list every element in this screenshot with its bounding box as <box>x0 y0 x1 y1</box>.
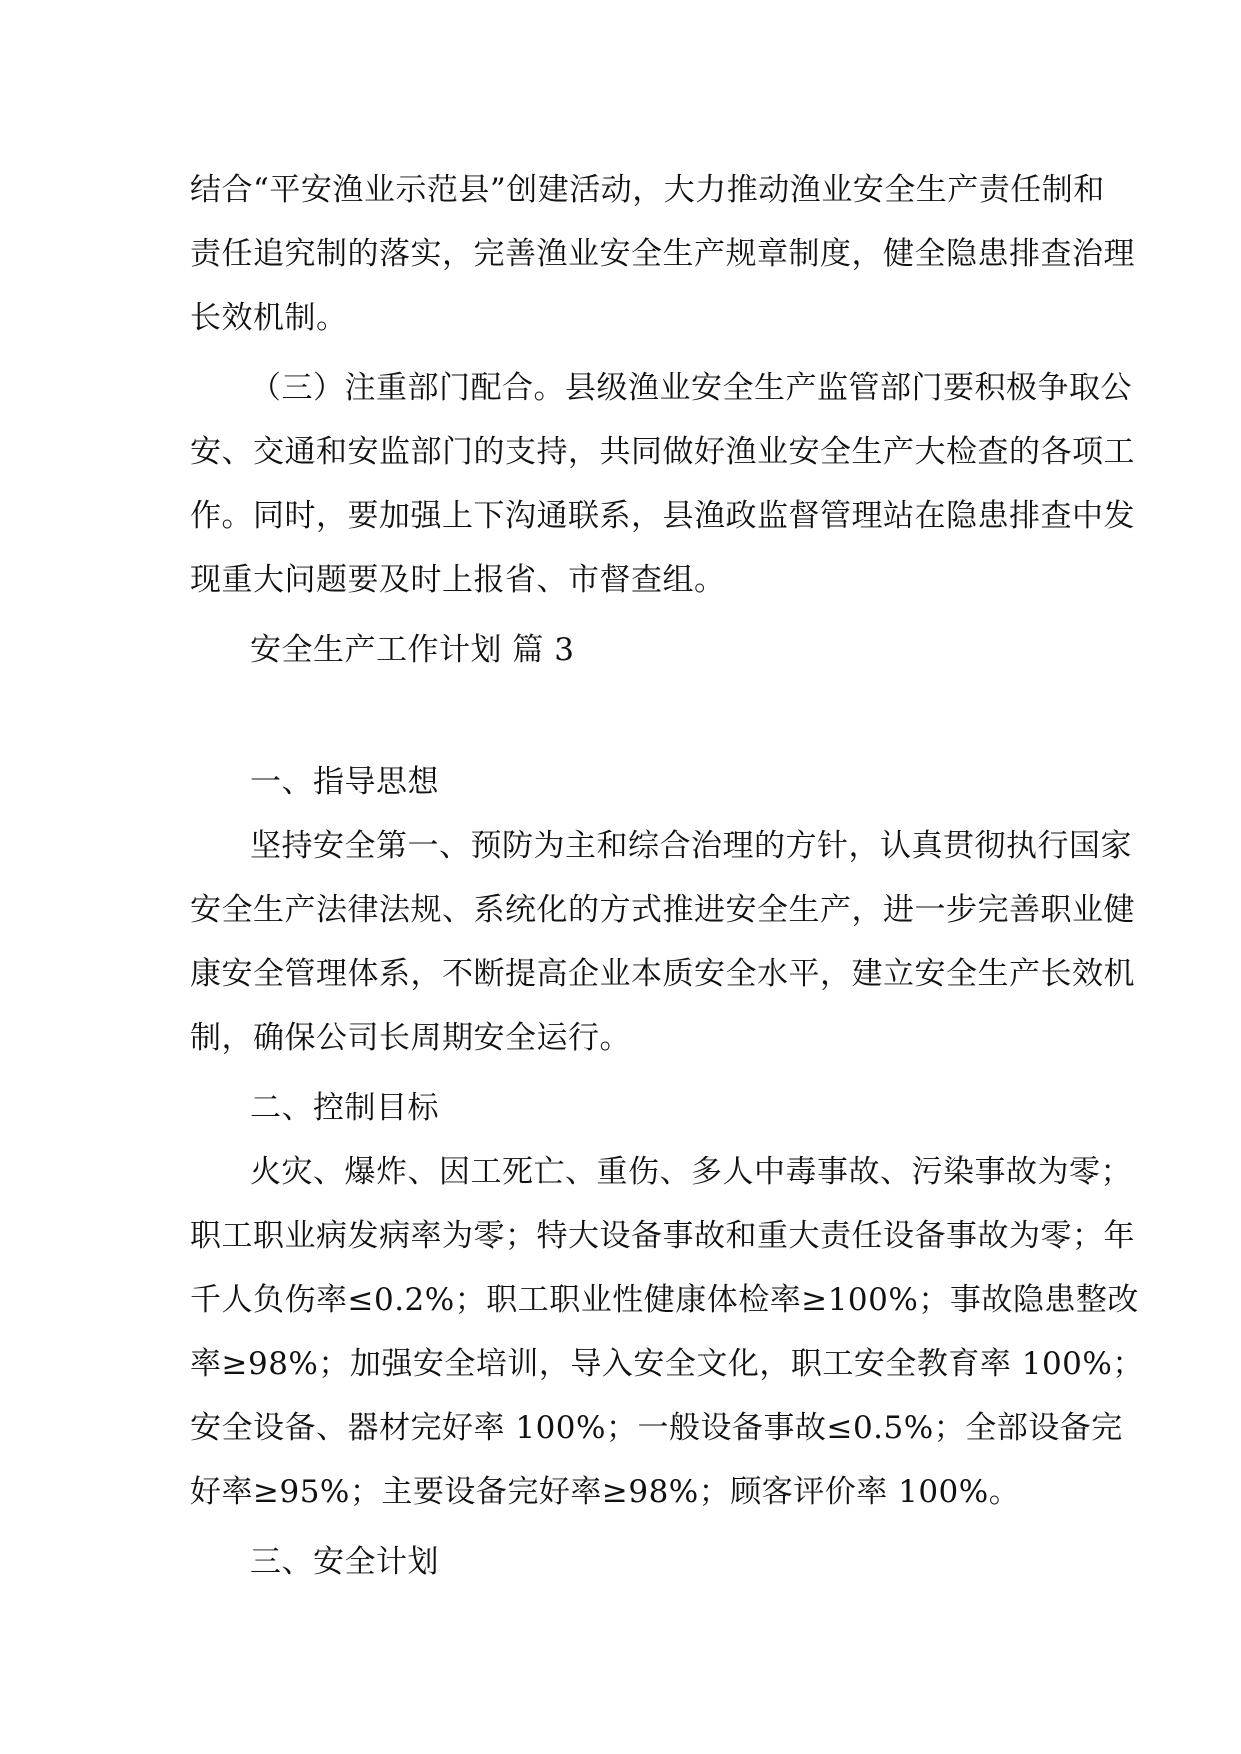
section-title: 安全生产工作计划 篇 3 <box>250 632 575 668</box>
paragraph-line: 安全生产法律法规、系统化的方式推进安全生产，进一步完善职业健 <box>190 892 1135 928</box>
paragraph-line: 坚持安全第一、预防为主和综合治理的方针，认真贯彻执行国家 <box>250 828 1132 864</box>
paragraph-line: 安、交通和安监部门的支持，共同做好渔业安全生产大检查的各项工 <box>190 434 1135 470</box>
paragraph-line: 现重大问题要及时上报省、市督查组。 <box>190 562 726 598</box>
paragraph-line: 制，确保公司长周期安全运行。 <box>190 1020 631 1056</box>
heading-safety-plan: 三、安全计划 <box>250 1544 439 1580</box>
paragraph-line: 结合“平安渔业示范县”创建活动，大力推动渔业安全生产责任制和 <box>190 172 1105 208</box>
paragraph-line: （三）注重部门配合。县级渔业安全生产监管部门要积极争取公 <box>250 370 1132 406</box>
paragraph-line: 好率≥95%；主要设备完好率≥98%；顾客评价率 100%。 <box>190 1474 1021 1510</box>
paragraph-line: 安全设备、器材完好率 100%；一般设备事故≤0.5%；全部设备完 <box>190 1410 1123 1446</box>
paragraph-line: 作。同时，要加强上下沟通联系，县渔政监督管理站在隐患排查中发 <box>190 498 1135 534</box>
paragraph-line: 火灾、爆炸、因工死亡、重伤、多人中毒事故、污染事故为零； <box>250 1154 1132 1190</box>
document-body <box>190 158 1144 1594</box>
paragraph-line: 康安全管理体系，不断提高企业本质安全水平，建立安全生产长效机 <box>190 956 1135 992</box>
paragraph-line: 责任追究制的落实，完善渔业安全生产规章制度，健全隐患排查治理 <box>190 236 1135 272</box>
heading-control-targets: 二、控制目标 <box>250 1090 439 1126</box>
heading-guiding-ideology: 一、指导思想 <box>250 764 439 800</box>
paragraph-line: 职工职业病发病率为零；特大设备事故和重大责任设备事故为零；年 <box>190 1218 1135 1254</box>
paragraph-line: 长效机制。 <box>190 300 348 336</box>
section-gap <box>190 682 1080 750</box>
paragraph-line: 千人负伤率≤0.2%；职工职业性健康体检率≥100%；事故隐患整改 <box>190 1282 1139 1318</box>
paragraph-line: 率≥98%；加强安全培训，导入安全文化，职工安全教育率 100%； <box>190 1346 1144 1382</box>
